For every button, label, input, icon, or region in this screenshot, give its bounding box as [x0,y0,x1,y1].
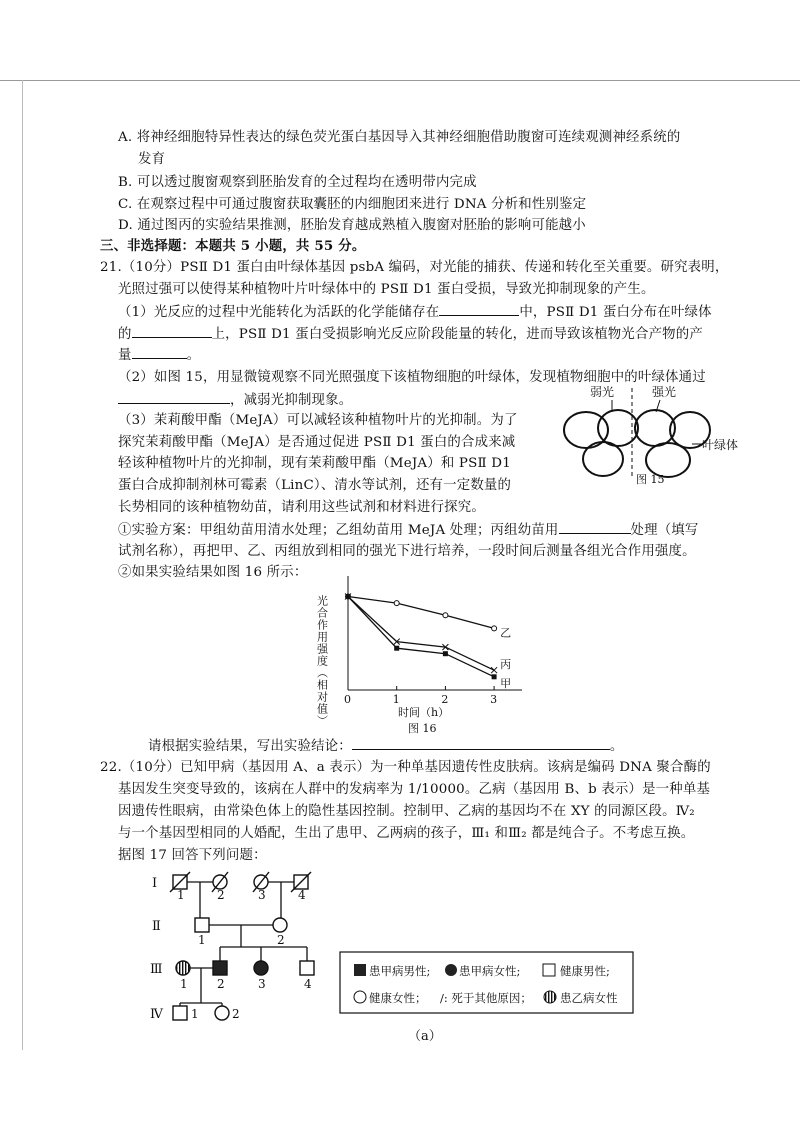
num: 4 [304,977,312,991]
legend-affected-b-female-icon [544,991,556,1003]
answer-blank[interactable] [559,521,631,534]
q21-step1 [118,521,698,540]
data-point [491,667,497,673]
text: ①实验方案：甲组幼苗用清水处理；乙组幼苗用 MeJA 处理；丙组幼苗用 [118,523,559,538]
x-tick-label: 1 [392,693,400,706]
data-point [443,613,448,618]
num: 2 [277,933,285,947]
q21-part2: （2）如图 15，用显微镜观察不同光照强度下该植物细胞的叶绿体，发现植物细胞中的叶绿体通过 [118,370,706,385]
num: 3 [258,888,266,902]
answer-blank[interactable] [132,325,212,338]
option-c: C. 在观察过程中可通过腹窗获取囊胚的内细胞团来进行 DNA 分析和性别鉴定 [118,197,587,212]
II-2-healthy-female [273,918,287,932]
q21-part3-l5: 长势相同的该种植物幼苗，请利用这些试剂和材料进行探究。 [118,500,485,515]
legend-healthy-male-icon [543,964,555,976]
text: 。 [186,348,201,363]
x-tick-label: 2 [441,693,449,706]
q21-line2: 光照过强可以使得某种植物叶片叶绿体中的 PSⅡ D1 蛋白受损，导致光抑制现象的产生。 [118,282,655,297]
data-point [346,594,351,599]
pedigree-figure-17 [140,860,660,1050]
text: 。 [609,739,624,754]
text: 的 [118,327,132,342]
option-b: B. 可以透过腹窗观察到胚胎发育的全过程均在透明带内完成 [118,175,477,190]
label-weak-light: 弱光 [590,385,615,399]
conclusion-line [148,737,623,756]
gen-label-I: Ⅰ [152,876,158,891]
num: 3 [258,977,266,991]
q21-part2-cont [118,391,352,410]
label-strong-light: 强光 [652,385,677,399]
q21-part1 [118,303,712,322]
q21-part3-l4: 蛋白合成抑制剂林可霉素（LinC）、清水等试剂，还有一定数量的 [118,478,512,493]
text: 请根据实验结果，写出实验结论： [148,739,352,754]
answer-blank[interactable] [118,391,230,404]
gen-label-IV: Ⅳ [150,1007,163,1022]
option-a-cont: 发育 [138,152,166,167]
series-label: 丙 [500,658,512,672]
x-axis-label: 时间（h） [398,706,450,719]
text: 上，PSⅡ D1 蛋白受损影响光反应阶段能量的转化，进而导致该植物光合产物的产 [211,327,703,342]
data-point [492,626,497,631]
y-axis-label: 光合作用强度（相对值） [315,595,329,727]
figure-15 [560,382,760,487]
q21-part1-end [118,346,200,365]
answer-blank[interactable] [439,303,519,316]
data-point [394,646,399,651]
legend-text: 健康男性; [560,964,610,978]
num: 1 [177,888,185,902]
q21-step2: ②如果实验结果如图 16 所示： [118,565,308,580]
legend-healthy-female-icon [354,991,366,1003]
series-label: 甲 [500,676,512,690]
legend-text: 患甲病男性; [369,964,431,978]
q21-part1-cont [118,325,703,344]
label-chloroplast: 叶绿体 [702,438,739,452]
legend-affected-a-female-icon [445,964,457,976]
series-line-丙 [348,597,494,671]
q22-line4: 与一个基因型相同的人婚配，生出了患甲、乙两病的孩子，Ⅲ₁ 和Ⅲ₂ 都是纯合子。不考虑互换。 [118,826,695,841]
text: （1）光反应的过程中光能转化为活跃的化学能储存在 [118,305,440,320]
data-point [443,651,448,656]
q22-line5: 据图 17 回答下列问题： [118,848,267,863]
num: 1 [180,977,188,991]
q21-part3-l3: 轻该种植物叶片的光抑制，现有茉莉酸甲酯（MeJA）和 PSⅡ D1 [118,456,511,471]
figure-caption: （a） [408,1029,442,1044]
num: 4 [298,888,306,902]
legend-text: 健康女性； [369,991,427,1005]
figure-caption: 图 15 [636,473,665,486]
IV-1-healthy-male [173,1006,187,1020]
x-tick-label: 0 [344,693,351,706]
page-top-border [0,80,800,81]
num: 1 [191,1007,199,1021]
legend-text: 患乙病女性 [560,991,618,1005]
II-1-healthy-male [195,918,209,932]
text: 量 [118,348,132,363]
x-tick-label: 3 [490,693,498,706]
text: 处理（填写 [630,523,699,538]
answer-blank[interactable] [352,737,610,750]
answer-blank[interactable] [132,346,187,359]
data-point [394,601,399,606]
q22-line3: 因遗传性眼病，由常染色体上的隐性基因控制。控制甲、乙病的基因均不在 XY 的同源区段。Ⅳ₂ [118,804,695,819]
data-point [492,674,497,679]
section-heading: 三、非选择题：本题共 5 小题，共 55 分。 [100,238,366,254]
series-label: 乙 [500,626,512,640]
num: 2 [217,977,225,991]
q22-line1: 22.（10分）已知甲病（基因用 A、a 表示）为一种单基因遗传性皮肤病。该病是编码 DNA 聚合酶的 [100,760,711,775]
gen-label-II: Ⅱ [152,919,161,934]
chart-title: 图 16 [408,722,437,735]
IV-2-healthy-female [215,1006,229,1020]
III-1-disease-b-female [176,961,190,975]
III-2-disease-a-male [213,961,227,975]
page-left-border [22,80,23,1050]
legend-text: 患甲病女性; [459,964,521,978]
option-a: A. 将神经细胞特异性表达的绿色荧光蛋白基因导入其神经细胞借助腹窗可连续观测神经系统的 [118,130,681,145]
q21-part3-l2: 探究茉莉酸甲酯（MeJA）是否通过促进 PSⅡ D1 蛋白的合成来减 [118,435,516,450]
num: 2 [217,888,225,902]
q21-part3-l1: （3）茉莉酸甲酯（MeJA）可以减轻该种植物叶片的光抑制。为了 [118,413,518,428]
legend [340,952,633,1013]
legend-text: /: 死于其他原因； [440,991,532,1005]
q21-line1: 21.（10分）PSⅡ D1 蛋白由叶绿体基因 psbA 编码，对光能的捕获、传递和转化至关重要。研究表明， [100,260,729,275]
III-4-healthy-male [300,961,314,975]
III-3-disease-a-female [254,961,268,975]
gen-label-III: Ⅲ [150,962,163,977]
text: ，减弱光抑制现象。 [230,393,353,408]
q22-line2: 基因发生突变导致的，该病在人群中的发病率为 1/10000。乙病（基因用 B、b 表示）是一种单基 [118,782,711,797]
num: 2 [232,1007,240,1021]
option-d: D. 通过图丙的实验结果推测，胚胎发育越成熟植入腹窗对胚胎的影响可能越小 [118,218,586,233]
cells [564,410,710,477]
series-line-乙 [348,597,494,629]
num: 1 [198,933,206,947]
figure-16-chart [300,570,540,740]
text: 中，PSⅡ D1 蛋白分布在叶绿体 [519,305,712,320]
legend-affected-a-male-icon [354,964,366,976]
q21-step1-cont: 试剂名称），再把甲、乙、丙组放到相同的强光下进行培养，一段时间后测量各组光合作用强度。 [118,544,696,559]
